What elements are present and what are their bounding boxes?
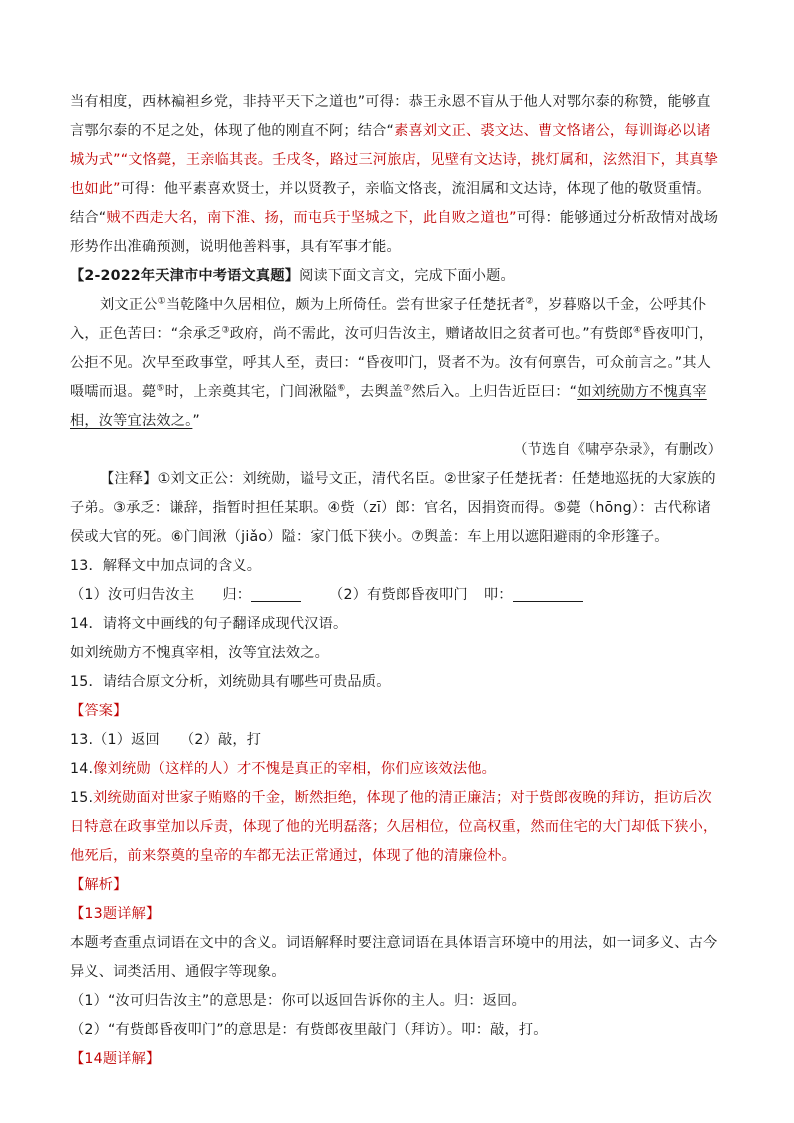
answer-blank [513,585,583,602]
answer-14: 14.像刘统勋（这样的人）才不愧是真正的宰相，你们应该效法他。 [70,761,497,777]
passage-citation: （节选自《啸亭杂录》，有删改） [513,442,722,458]
quoted-text: 贼不西走大名，南下淮、扬，而屯兵于坚城之下，此自败之道也” [106,210,517,226]
analysis-label: 【解析】 [70,877,128,893]
note-marker: ④ [633,325,642,336]
question-14: 14．请将文中画线的句子翻译成现代汉语。 [70,616,348,632]
analysis-13-1: （1）“汝可归告汝主”的意思是：你可以返回告诉你的主人。归：返回。 [70,993,526,1009]
answer-label: 【答案】 [70,703,128,719]
underlined-sentence: 如刘统勋方不愧真宰相，汝等宜法效之。 [70,384,707,429]
note-marker: ① [157,296,166,307]
note-marker: ⑦ [403,383,412,394]
document-body [70,88,722,1074]
analysis-text: 可得：他平素喜欢贤士，并以贤教子，亲临文恪丧，流泪属和文达诗，体现了他的敬贤重情。结合“ [70,181,711,226]
analysis-13-2: （2）“有赀郎昏夜叩门”的意思是：有赀郎夜里敲门（拜访）。叩：敲，打。 [70,1022,548,1038]
analysis-14-label: 【14题详解】 [70,1051,161,1067]
quoted-text: 素喜刘文正、裘文达、曹文恪诸公，每训诲必以诸城为式”“文恪薨，王亲临其丧。壬戌冬，路过三河旅店，见壁有文达诗，挑灯属和，泫然泪下，其真挚也如此” [70,123,719,197]
notes-body: ①刘文正公：刘统勋，谥号文正，清代名臣。②世家子任楚抚者：任楚地巡抚的大家族的子弟。③承乏：谦辞，指暂时担任某职。④赀（zī）郎：官名，因捐资而得。⑤薨（hōng）：古代称诸侯或大官的死。⑥门闾湫（jiǎo）隘：家门低下狭小。⑦舆盖：车上用以遮阳避雨的伞形篷子。 [70,471,716,545]
annotation-notes [70,465,722,552]
answer-13: 13.（1）返回 （2）敲，打 [70,732,262,748]
analysis-13-label: 【13题详解】 [70,906,161,922]
classical-passage: 刘文正公①当乾隆中久居相位，颇为上所倚任。尝有世家子任楚抚者②，岁暮赂以千金，公呼其仆入，正色苦曰：“余承乏③政府，尚不需此，汝可归告汝主，赠诸故旧之贫者可也。”有赀郎④昏夜叩门，公拒不见。次早至政事堂，呼其人至，责曰：“昏夜叩门，贤者不为。汝有何禀告，可众前言之。”其人嗫嚅而退。薨⑤时，上亲奠其宅，门闾湫隘⑥，去舆盖⑦然后入。上归告近臣曰：“如刘统勋方不愧真宰相，汝等宜法效之。” [70,296,714,429]
question-15: 15．请结合原文分析，刘统勋具有哪些可贵品质。 [70,674,391,690]
analysis-text: 可得：能够通过分析敌情对战场形势作出准确预测，说明他善料事，具有军事才能。 [70,210,719,255]
instruction-text: 阅读下面文言文，完成下面小题。 [299,268,515,284]
question-source [70,262,722,291]
answer-15: 15.刘统勋面对世家子贿赂的千金，断然拒绝，体现了他的清正廉洁；对于赀郎夜晚的拜访，拒访后次日特意在政事堂加以斥责，体现了他的光明磊落；久居相位，位高权重，然而住宅的大门却低下狭小，他死后，前来祭奠的皇帝的车都无法正常通过，体现了他的清廉俭朴。 [70,790,718,864]
notes-label: 【注释】 [100,471,158,487]
analysis-13-intro: 本题考查重点词语在文中的含义。词语解释时要注意词语在具体语言环境中的用法，如一词多义、古今异义、词类活用、通假字等现象。 [70,935,718,980]
note-marker: ⑤ [156,383,165,394]
question-13: 13．解释文中加点词的含义。 [70,558,262,574]
note-marker: ③ [221,325,230,336]
question-14-sentence: 如刘统勋方不愧真宰相，汝等宜法效之。 [70,645,329,661]
source-label: 【2-2022年天津市中考语文真题】 [70,268,300,284]
analysis-text: 当有相度，西林褊袒乡党，非持平天下之道也”可得：恭王永恩不盲从于他人对鄂尔泰的称赞，能够直言鄂尔泰的不足之处，体现了他的刚直不阿；结合“ [70,94,711,139]
question-13-items: （1）汝可归告汝主 归： （2）有赀郎昏夜叩门 叩： [70,581,722,610]
answer-blank [251,585,301,602]
previous-analysis-paragraph [70,88,722,262]
note-marker: ⑥ [337,383,346,394]
note-marker: ② [525,296,534,307]
